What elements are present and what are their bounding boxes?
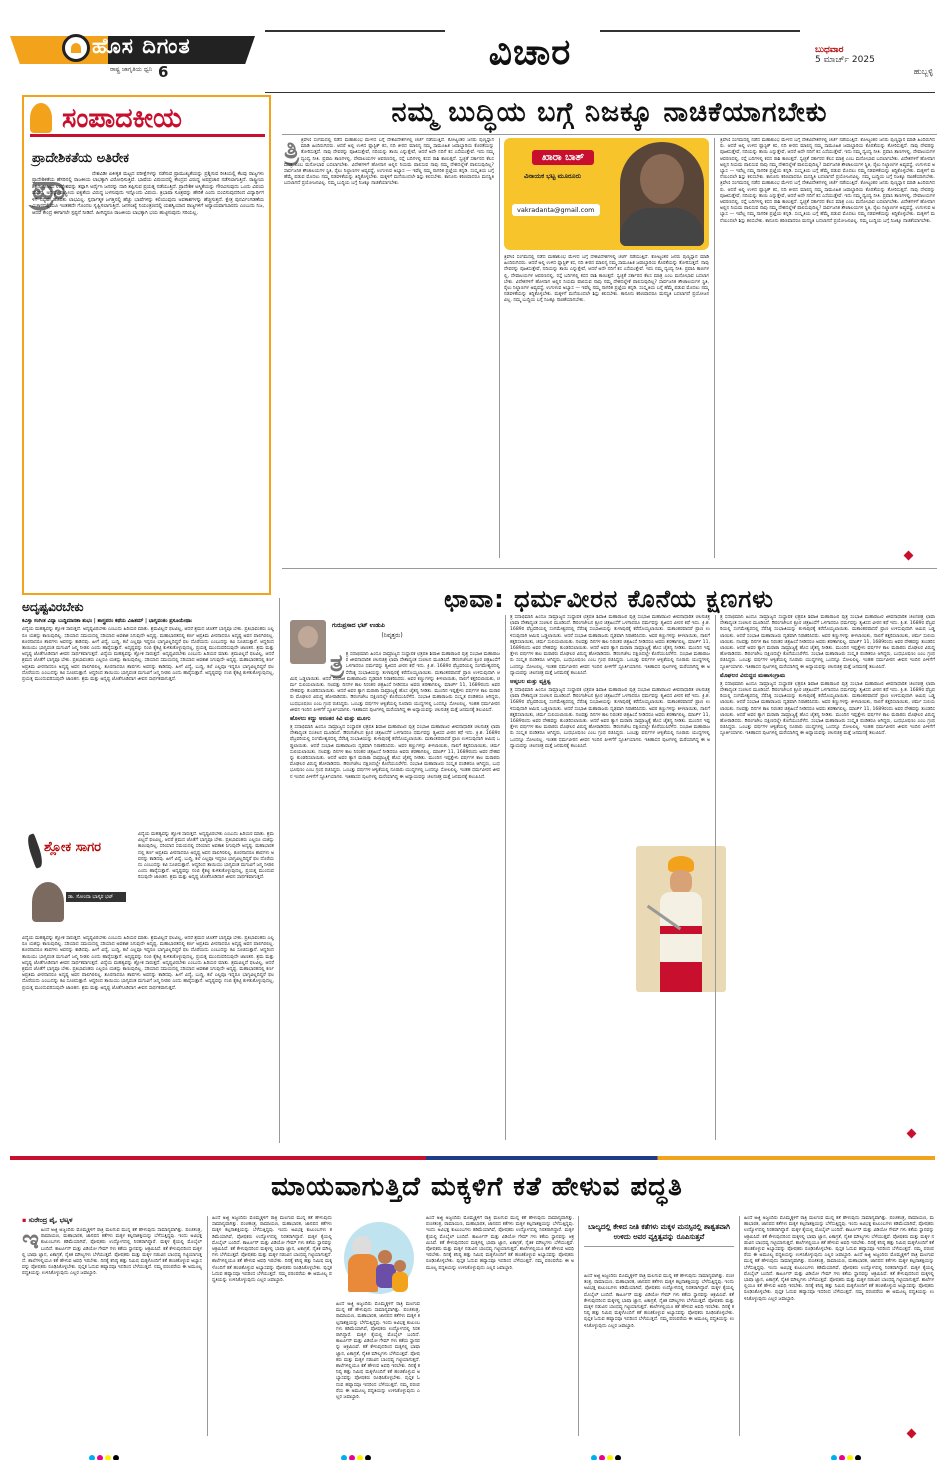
bottom-body-4: ಹಿಂದೆ ಅಜ್ಜಿ ಅಜ್ಜಂದಿರು ಮೊಮ್ಮಕ್ಕಳಿಗೆ ರಾತ್ರಿ ಮಲಗುವ ಮುನ್ನ ಕತೆ ಹೇಳುವುದು ಸಾಮಾನ್ಯವಾಗಿತ್ತು. ಪಂಚತಂತ್ರ, ರಾಮಾಯಣ, ಮಹಾಭಾರತ, ಜಾನಪದ ಕತೆಗಳು ಮಕ್ಕಳ ಕಲ್ಪನಾಶಕ್ತಿಯನ್ನು ಬೆಳೆಸುತ್ತಿದ್ದವು. ಇಂದು ಅವಿಭಕ್ತ ಕುಟುಂಬಗಳು ಕಡಿಮೆಯಾಗಿವೆ, ಪೋಷಕರು ಉದ್ಯೋಗದಲ್ಲಿ ನಿರತರಾಗಿದ್ದಾರೆ. ಮಕ್ಕಳ ಕೈಯಲ್ಲಿ ಮೊಬೈಲ್ ಬಂದಿದೆ. ಕಾರ್ಟೂನ್ ಮತ್ತು ವಿಡಿಯೋ ಗೇಮ್ ಗಳು ಕತೆಯ ಸ್ಥಾನವನ್ನು ಆಕ್ರಮಿಸಿವೆ. ಕತೆ ಕೇಳುವುದರಿಂದ ಮಕ್ಕಳಲ್ಲಿ ಭಾಷಾ ಜ್ಞಾನ, ಏಕಾಗ್ರತೆ, ನೈತಿಕ ಮೌಲ್ಯಗಳು ಬೆಳೆಯುತ್ತವೆ. ಪೋಷಕರು ಮತ್ತು ಮಕ್ಕಳ ನಡುವಿನ ಬಾಂಧವ್ಯ ಗಟ್ಟಿಯಾಗುತ್ತದೆ. ಶಾಲೆಗಳಲ್ಲಿಯೂ ಕತೆ ಹೇಳುವ ಅವಧಿ ಇರಬೇಕು. ದಿನಕ್ಕೆ ಕನಿಷ್ಠ ಹತ್ತು ನಿಮಿಷ ಮಕ್ಕಳೊಂದಿಗೆ ಕತೆ ಹಂಚಿಕೊಳ್ಳುವ ಅಭ್ಯಾಸವನ್ನು ಪೋಷಕರು ರೂಢಿಸಿಕೊಳ್ಳಬೇಕು. ಪುಸ್ತಕ ಓದುವ ಹವ್ಯಾಸವೂ ಇದರಿಂದ ಬೆಳೆಯುತ್ತದೆ. ನಮ್ಮ ಪರಂಪರೆಯ ಈ ಅಮೂಲ್ಯ ಪದ್ಧತಿಯನ್ನು ಉಳಿಸಿಕೊಳ್ಳುವುದು ಎಲ್ಲರ ಜವಾಬ್ದಾರಿ. xyxy=(584,1274,734,1329)
left-body-text-1: ವಿದ್ಯೆಯ ಮಹತ್ವವನ್ನು ಶ್ಲೋಕ ಸಾರುತ್ತದೆ. ಅದೃಷ್ಟವಿರಬೇಕು ಎಂಬುದು ಹಿರಿಯರ ಮಾತು. ಶ್ರಮವಿಲ್ಲದೆ ಫಲವಿಲ್ಲ, ಆದರೆ ಶ್ರಮದ ಜೊತೆಗೆ ಭಾಗ್ಯವೂ ಬೇಕು. ಪ್ರತಿಭಾವಂತರು ಎಲ್ಲರೂ ಯಶಸ್ಸು ಕಾಣುವುದಿಲ್ಲ. ಸರಿಯಾದ ಸಮಯದಲ್ಲಿ ಸರಿಯಾದ ಅವಕಾಶ ಸಿಗುವುದೇ ಅದೃಷ್ಟ. ಮಹಾಭಾರತದಲ್ಲಿ ಕರ್ಣ ಅಪ್ರತಿಮ ವೀರನಾದರೂ ಅದೃಷ್ಟ ಅವನ ಪಾಲಿಗಿರಲಿಲ್ಲ. ಶೂರನಾದರೂ ಶಾಪಗಳು ಅವನನ್ನು ಕಾಡಿದವು. ಹೀಗೆ ವಿದ್ಯೆ, ಬುದ್ಧಿ, ಕಲೆ ಎಲ್ಲವೂ ಇದ್ದರೂ ಭಾಗ್ಯವಿಲ್ಲದಿದ್ದರೆ ಫಲ ದೊರೆಯದು ಎಂಬುದನ್ನು ಕವಿ ಸೂಚಿಸುತ್ತಾನೆ. ಆದ್ದರಿಂದ ತಾಯಿಯು ಭಾಗ್ಯವಂತ ಮಗುವಿಗೆ ಜನ್ಮ ನೀಡಲಿ ಎಂದು ಹಾರೈಸುತ್ತಾನೆ. ಅದೃಷ್ಟವನ್ನು ನಂಬಿ ಕೈಕಟ್ಟಿ ಕುಳಿತುಕೊಳ್ಳುವುದಲ್ಲ, ಪ್ರಯತ್ನ ಮುಂದುವರಿಸುವುದೇ ಜಾಣತನ. ಶ್ರಮ ಮತ್ತು ಅದೃಷ್ಟ ಜೊತೆಗೂಡಿದಾಗ ಜೀವನ ಸಾರ್ಥಕವಾಗುತ್ತದೆ. xyxy=(22,627,274,658)
chhava-body-1: ತ್ರ ಸದಾಭಿಮಾನಿ ಹಿಂದೂ ಸಾಮ್ರಾಜ್ಯದ ಸಂಸ್ಥಾಪಕ ಛತ್ರಪತಿ ಶಿವಾಜಿ ಮಹಾರಾಜರ ಪುತ್ರ ಸಂಭಾಜಿ ಮಹಾರಾಜರ ಜೀವನಾಧಾರಿತ ಚಲನಚಿತ್ರ ಛಾವಾ ದೇಶಾದ್ಯಂತ ಸಂಚಲನ ಮೂಡಿಸಿದೆ. ಔರಂಗಜೇಬನ ಕ್ರೂರ ಚಿತ್ರಹಿಂಸೆಗೆ ಒಳಗಾದರೂ ಧರ್ಮವನ್ನು ತ್ಯಜಿಸದ ವೀರನ ಕಥೆ ಇದು. ಕ್ರಿ.ಶ. 1689ರ ಫೆಬ್ರವರಿಯಲ್ಲಿ ಸಂಗಮೇಶ್ವರದಲ್ಲಿ ಸೆರೆಸಿಕ್ಕ ಸಂಭಾಜಿಯನ್ನು ತುಳಾಪುರಕ್ಕೆ ಕರೆದೊಯ್ಯಲಾಯಿತು. ಮತಾಂತರವಾದರೆ ಪ್ರಾಣ ಉಳಿಸುವುದಾಗಿ ಆಮಿಷ ಒಡ್ಡಲಾಯಿತು. ಆದರೆ ಸಂಭಾಜಿ ಮಹಾರಾಜರು ದೃಢವಾಗಿ ನಿರಾಕರಿಸಿದರು. ಅವರ ಕಣ್ಣುಗಳನ್ನು ಕೀಳಲಾಯಿತು, ನಾಲಿಗೆ ಕತ್ತರಿಸಲಾಯಿತು, ಚರ್ಮ ಸುಲಿಯಲಾಯಿತು. ನಲವತ್ತು ದಿನಗಳ ಕಾಲ ನಿರಂತರ ಚಿತ್ರಹಿಂಸೆ ನೀಡಿದರೂ ಅವರು ಶರಣಾಗಲಿಲ್ಲ. ಮಾರ್ಚ್ 11, 1689ರಂದು ಅವರ ದೇಹವನ್ನು ತುಂಡರಿಸಲಾಯಿತು. ಆದರೆ ಅವರ ತ್ಯಾಗ ಮರಾಠಾ ಸಾಮ್ರಾಜ್ಯಕ್ಕೆ ಹೊಸ ಚೈತನ್ಯ ನೀಡಿತು. ಮುಂದಿನ ಇಪ್ಪತ್ತೇಳು ವರ್ಷಗಳ ಕಾಲ ಮರಾಠರು ಮೊಘಲರ ವಿರುದ್ಧ ಹೋರಾಡಿದರು. ಔರಂಗಜೇಬ ದಕ್ಷಿಣದಲ್ಲೇ ಕೊನೆಯುಸಿರೆಳೆದ. ಸಂಭಾಜಿ ಮಹಾರಾಜರು ಸಂಸ್ಕೃತ ಪಂಡಿತರೂ ಆಗಿದ್ದರು, ಬುಧಭೂಷಣಂ ಎಂಬ ಗ್ರಂಥ ರಚಿಸಿದ್ದರು. ಒಂಬತ್ತು ವರ್ಷಗಳ ಆಳ್ವಿಕೆಯಲ್ಲಿ ನೂರಾರು ಯುದ್ಧಗಳಲ್ಲಿ ಒಂದನ್ನೂ ಸೋಲಲಿಲ್ಲ. ಇಂತಹ ಧರ್ಮವೀರನ ಜೀವನ ಇಂದಿನ ಪೀಳಿಗೆಗೆ ಸ್ಫೂರ್ತಿಯಾಗಲಿ. ಇತಿಹಾಸದ ಪುಟಗಳಲ್ಲಿ ಮರೆಯಾಗಿದ್ದ ಈ ಅಧ್ಯಾಯವನ್ನು ಚಲನಚಿತ್ರ ಮತ್ತೆ ಜನಮನಕ್ಕೆ ತಲುಪಿಸಿದೆ. xyxy=(290,652,500,713)
pullquote: ಬಾಲ್ಯದಲ್ಲಿ ಕೇಳಿದ ನೀತಿ ಕತೆಗಳು ಮಕ್ಕಳ ಮನಸ್ಸಿನಲ್ಲಿ ಶಾಶ್ವತವಾಗಿ ಉಳಿದು ಅವರ ವ್ಯಕ್ತಿತ್ವವನ್ನು ರೂಪಿಸುತ್ತವೆ xyxy=(584,1222,734,1247)
chhava-col3 xyxy=(720,615,935,1135)
column-name: ಖಾರಾ ಬಾತ್ xyxy=(532,150,594,165)
lead-headline: ನಮ್ಮ ಬುದ್ಧಿಯ ಬಗ್ಗೆ ನಿಜಕ್ಕೂ ನಾಚಿಕೆಯಾಗಬೇಕು xyxy=(391,97,828,128)
bottom-body-2b: ಹಿಂದೆ ಅಜ್ಜಿ ಅಜ್ಜಂದಿರು ಮೊಮ್ಮಕ್ಕಳಿಗೆ ರಾತ್ರಿ ಮಲಗುವ ಮುನ್ನ ಕತೆ ಹೇಳುವುದು ಸಾಮಾನ್ಯವಾಗಿತ್ತು. ಪಂಚತಂತ್ರ, ರಾಮಾಯಣ, ಮಹಾಭಾರತ, ಜಾನಪದ ಕತೆಗಳು ಮಕ್ಕಳ ಕಲ್ಪನಾಶಕ್ತಿಯನ್ನು ಬೆಳೆಸುತ್ತಿದ್ದವು. ಇಂದು ಅವಿಭಕ್ತ ಕುಟುಂಬಗಳು ಕಡಿಮೆಯಾಗಿವೆ, ಪೋಷಕರು ಉದ್ಯೋಗದಲ್ಲಿ ನಿರತರಾಗಿದ್ದಾರೆ. ಮಕ್ಕಳ ಕೈಯಲ್ಲಿ ಮೊಬೈಲ್ ಬಂದಿದೆ. ಕಾರ್ಟೂನ್ ಮತ್ತು ವಿಡಿಯೋ ಗೇಮ್ ಗಳು ಕತೆಯ ಸ್ಥಾನವನ್ನು ಆಕ್ರಮಿಸಿವೆ. ಕತೆ ಕೇಳುವುದರಿಂದ ಮಕ್ಕಳಲ್ಲಿ ಭಾಷಾ ಜ್ಞಾನ, ಏಕಾಗ್ರತೆ, ನೈತಿಕ ಮೌಲ್ಯಗಳು ಬೆಳೆಯುತ್ತವೆ. ಪೋಷಕರು ಮತ್ತು ಮಕ್ಕಳ ನಡುವಿನ ಬಾಂಧವ್ಯ ಗಟ್ಟಿಯಾಗುತ್ತದೆ. ಶಾಲೆಗಳಲ್ಲಿಯೂ ಕತೆ ಹೇಳುವ ಅವಧಿ ಇರಬೇಕು. ದಿನಕ್ಕೆ ಕನಿಷ್ಠ ಹತ್ತು ನಿಮಿಷ ಮಕ್ಕಳೊಂದಿಗೆ ಕತೆ ಹಂಚಿಕೊಳ್ಳುವ ಅಭ್ಯಾಸವನ್ನು ಪೋಷಕರು ರೂಢಿಸಿಕೊಳ್ಳಬೇಕು. ಪುಸ್ತಕ ಓದುವ ಹವ್ಯಾಸವೂ ಇದರಿಂದ ಬೆಳೆಯುತ್ತದೆ. ನಮ್ಮ ಪರಂಪರೆಯ ಈ ಅಮೂಲ್ಯ ಪದ್ಧತಿಯನ್ನು ಉಳಿಸಿಕೊಳ್ಳುವುದು ಎಲ್ಲರ ಜವಾಬ್ದಾರಿ. xyxy=(336,1302,420,1401)
bottom-dropcap: ಇ xyxy=(22,1228,39,1255)
left-column xyxy=(22,600,274,1140)
shloka-sagara-box xyxy=(22,830,134,930)
registration-marks-mid xyxy=(340,1446,372,1460)
lead-body-col2 xyxy=(504,255,709,558)
bottom-col1 xyxy=(22,1228,202,1436)
left-body-text-1b: ವಿದ್ಯೆಯ ಮಹತ್ವವನ್ನು ಶ್ಲೋಕ ಸಾರುತ್ತದೆ. ಅದೃಷ್ಟವಿರಬೇಕು ಎಂಬುದು ಹಿರಿಯರ ಮಾತು. ಶ್ರಮವಿಲ್ಲದೆ ಫಲವಿಲ್ಲ, ಆದರೆ ಶ್ರಮದ ಜೊತೆಗೆ ಭಾಗ್ಯವೂ ಬೇಕು. ಪ್ರತಿಭಾವಂತರು ಎಲ್ಲರೂ ಯಶಸ್ಸು ಕಾಣುವುದಿಲ್ಲ. ಸರಿಯಾದ ಸಮಯದಲ್ಲಿ ಸರಿಯಾದ ಅವಕಾಶ ಸಿಗುವುದೇ ಅದೃಷ್ಟ. ಮಹಾಭಾರತದಲ್ಲಿ ಕರ್ಣ ಅಪ್ರತಿಮ ವೀರನಾದರೂ ಅದೃಷ್ಟ ಅವನ ಪಾಲಿಗಿರಲಿಲ್ಲ. ಶೂರನಾದರೂ ಶಾಪಗಳು ಅವನನ್ನು ಕಾಡಿದವು. ಹೀಗೆ ವಿದ್ಯೆ, ಬುದ್ಧಿ, ಕಲೆ ಎಲ್ಲವೂ ಇದ್ದರೂ ಭಾಗ್ಯವಿಲ್ಲದಿದ್ದರೆ ಫಲ ದೊರೆಯದು ಎಂಬುದನ್ನು ಕವಿ ಸೂಚಿಸುತ್ತಾನೆ. ಆದ್ದರಿಂದ ತಾಯಿಯು ಭಾಗ್ಯವಂತ ಮಗುವಿಗೆ ಜನ್ಮ ನೀಡಲಿ ಎಂದು ಹಾರೈಸುತ್ತಾನೆ. ಅದೃಷ್ಟವನ್ನು ನಂಬಿ ಕೈಕಟ್ಟಿ ಕುಳಿತುಕೊಳ್ಳುವುದಲ್ಲ, ಪ್ರಯತ್ನ ಮುಂದುವರಿಸುವುದೇ ಜಾಣತನ. ಶ್ರಮ ಮತ್ತು ಅದೃಷ್ಟ ಜೊತೆಗೂಡಿದಾಗ ಜೀವನ ಸಾರ್ಥಕವಾಗುತ್ತದೆ. xyxy=(22,652,274,683)
logo-text: ಹೊಸ ದಿಗಂತ xyxy=(92,34,191,58)
masthead xyxy=(0,0,945,92)
bottom-headline: ಮಾಯವಾಗುತ್ತಿದೆ ಮಕ್ಕಳಿಗೆ ಕತೆ ಹೇಳುವ ಪದ್ಧತಿ xyxy=(271,1172,683,1202)
columnist-card xyxy=(504,138,709,250)
bottom-col5 xyxy=(744,1216,934,1436)
date-label: 5 ಮಾರ್ಚ್ 2025 xyxy=(815,55,875,65)
chhava-headline: ಛಾವಾ: ಧರ್ಮವೀರನ ಕೊನೆಯ ಕ್ಷಣಗಳು xyxy=(444,585,774,613)
editorial-body: ದೇಶವಿಡೀ ಏಕೀಕೃತ ಮಟ್ಟದ ಪರೀಕ್ಷೆಗಳನ್ನು ನಡೆಸುವ ಪ್ರಾಮುಖ್ಯತೆಯನ್ನು ಪ್ರಶ್ನಿಸುವ ರೀತಿಯಲ್ಲಿ ಕೆಲವು ರಾಜ್ಯಗಳು ಪ್ರಾದೇಶಿಕತೆಯ ಹೆಸರಿನಲ್ಲಿ ರಾಜಕೀಯ ಲಾಭಕ್ಕಾಗಿ ವಿರೋಧಿಸುತ್ತಿವೆ. ಭಾಷೆಯ ವಿಷಯದಲ್ಲಿ ಕೇಂದ್ರದ ವಿರುದ್ಧ ಅಪಪ್ರಚಾರ ನಡೆಸಲಾಗುತ್ತಿದೆ. ರಾಷ್ಟ್ರೀಯ ಶಿಕ್ಷಣ ನೀತಿಯ ಉದ್ದೇಶವನ್ನು ತಪ್ಪಾಗಿ ಅರ್ಥೈಸಿ ಜನರನ್ನು ದಾರಿ ತಪ್ಪಿಸುವ ಪ್ರಯತ್ನ ನಡೆಯುತ್ತಿದೆ. ಪ್ರಾದೇಶಿಕ ಅಸ್ಮಿತೆಯನ್ನು ಗೌರವಿಸುವುದು ಒಂದು ವಿಷಯವಾದರೆ, ಅದನ್ನು ರಾಷ್ಟ್ರೀಯ ಐಕ್ಯತೆಯ ವಿರುದ್ಧ ಬಳಸುವುದು ಇನ್ನೊಂದು ವಿಷಯ. ತ್ರಿಭಾಷಾ ಸೂತ್ರವನ್ನು ಹೇರಿಕೆ ಎಂದು ಬಿಂಬಿಸುವುದರಿಂದ ವಿದ್ಯಾರ್ಥಿಗಳಿಗೆ ನಷ್ಟವೇ ಹೊರತು ಲಾಭವಿಲ್ಲ. ಸ್ಪರ್ಧಾತ್ಮಕ ಜಗತ್ತಿನಲ್ಲಿ ಹೆಚ್ಚು ಭಾಷೆಗಳನ್ನು ಕಲಿಯುವುದು ಅವಕಾಶಗಳನ್ನು ಹೆಚ್ಚಿಸುತ್ತದೆ. ಕ್ಷೇತ್ರ ಪುನರ್ವಿಂಗಡಣೆಯ ವಿಚಾರದಲ್ಲಿಯೂ ಇಂತಹದೇ ಗೊಂದಲ ಸೃಷ್ಟಿಸಲಾಗುತ್ತಿದೆ. ಜನಸಂಖ್ಯೆ ನಿಯಂತ್ರಣದಲ್ಲಿ ಯಶಸ್ವಿಯಾದ ರಾಜ್ಯಗಳಿಗೆ ಅನ್ಯಾಯವಾಗಬಾರದು ಎಂಬುದು ನಿಜ, ಆದರೆ ಕೇಂದ್ರ ಈಗಾಗಲೇ ಸ್ಪಷ್ಟನೆ ನೀಡಿದೆ. ಹೀಗಿದ್ದರೂ ರಾಜಕೀಯ ಲಾಭಕ್ಕಾಗಿ ಭಯ ಹುಟ್ಟಿಸುವುದು ಸರಿಯಲ್ಲ. xyxy=(32,171,264,216)
bottom-byline-marker-icon: ▪ xyxy=(22,1216,29,1224)
chhava-body-2: ತ್ರ ಸದಾಭಿಮಾನಿ ಹಿಂದೂ ಸಾಮ್ರಾಜ್ಯದ ಸಂಸ್ಥಾಪಕ ಛತ್ರಪತಿ ಶಿವಾಜಿ ಮಹಾರಾಜರ ಪುತ್ರ ಸಂಭಾಜಿ ಮಹಾರಾಜರ ಜೀವನಾಧಾರಿತ ಚಲನಚಿತ್ರ ಛಾವಾ ದೇಶಾದ್ಯಂತ ಸಂಚಲನ ಮೂಡಿಸಿದೆ. ಔರಂಗಜೇಬನ ಕ್ರೂರ ಚಿತ್ರಹಿಂಸೆಗೆ ಒಳಗಾದರೂ ಧರ್ಮವನ್ನು ತ್ಯಜಿಸದ ವೀರನ ಕಥೆ ಇದು. ಕ್ರಿ.ಶ. 1689ರ ಫೆಬ್ರವರಿಯಲ್ಲಿ ಸಂಗಮೇಶ್ವರದಲ್ಲಿ ಸೆರೆಸಿಕ್ಕ ಸಂಭಾಜಿಯನ್ನು ತುಳಾಪುರಕ್ಕೆ ಕರೆದೊಯ್ಯಲಾಯಿತು. ಮತಾಂತರವಾದರೆ ಪ್ರಾಣ ಉಳಿಸುವುದಾಗಿ ಆಮಿಷ ಒಡ್ಡಲಾಯಿತು. ಆದರೆ ಸಂಭಾಜಿ ಮಹಾರಾಜರು ದೃಢವಾಗಿ ನಿರಾಕರಿಸಿದರು. ಅವರ ಕಣ್ಣುಗಳನ್ನು ಕೀಳಲಾಯಿತು, ನಾಲಿಗೆ ಕತ್ತರಿಸಲಾಯಿತು, ಚರ್ಮ ಸುಲಿಯಲಾಯಿತು. ನಲವತ್ತು ದಿನಗಳ ಕಾಲ ನಿರಂತರ ಚಿತ್ರಹಿಂಸೆ ನೀಡಿದರೂ ಅವರು ಶರಣಾಗಲಿಲ್ಲ. ಮಾರ್ಚ್ 11, 1689ರಂದು ಅವರ ದೇಹವನ್ನು ತುಂಡರಿಸಲಾಯಿತು. ಆದರೆ ಅವರ ತ್ಯಾಗ ಮರಾಠಾ ಸಾಮ್ರಾಜ್ಯಕ್ಕೆ ಹೊಸ ಚೈತನ್ಯ ನೀಡಿತು. ಮುಂದಿನ ಇಪ್ಪತ್ತೇಳು ವರ್ಷಗಳ ಕಾಲ ಮರಾಠರು ಮೊಘಲರ ವಿರುದ್ಧ ಹೋರಾಡಿದರು. ಔರಂಗಜೇಬ ದಕ್ಷಿಣದಲ್ಲೇ ಕೊನೆಯುಸಿರೆಳೆದ. ಸಂಭಾಜಿ ಮಹಾರಾಜರು ಸಂಸ್ಕೃತ ಪಂಡಿತರೂ ಆಗಿದ್ದರು, ಬುಧಭೂಷಣಂ ಎಂಬ ಗ್ರಂಥ ರಚಿಸಿದ್ದರು. ಒಂಬತ್ತು ವರ್ಷಗಳ ಆಳ್ವಿಕೆಯಲ್ಲಿ ನೂರಾರು ಯುದ್ಧಗಳಲ್ಲಿ ಒಂದನ್ನೂ ಸೋಲಲಿಲ್ಲ. ಇಂತಹ ಧರ್ಮವೀರನ ಜೀವನ ಇಂದಿನ ಪೀಳಿಗೆಗೆ ಸ್ಫೂರ್ತಿಯಾಗಲಿ. ಇತಿಹಾಸದ ಪುಟಗಳಲ್ಲಿ ಮರೆಯಾಗಿದ್ದ ಈ ಅಧ್ಯಾಯವನ್ನು ಚಲನಚಿತ್ರ ಮತ್ತೆ ಜನಮನಕ್ಕೆ ತಲುಪಿಸಿದೆ. xyxy=(510,615,710,676)
section-title: ವಿಚಾರ xyxy=(488,32,572,73)
registration-marks-right xyxy=(830,1446,862,1460)
storytelling-illustration xyxy=(336,1220,416,1298)
bottom-col4 xyxy=(584,1274,734,1436)
sambhaji-illustration xyxy=(636,846,726,992)
chhava-subhead-1: ಹೊಳಲು ಕಣ್ಣು ಆನಂತರ ಕಿವಿ ಮತ್ತು ಮೂಗು xyxy=(290,716,371,723)
city-label: ಹುಬ್ಬಳ್ಳಿ xyxy=(913,67,933,76)
left-shloka: ಕವಿಸ್ತಾ ಸಂಗೀತ ವಿದ್ಯಾ ಬುದ್ಧಿಮಾನತಾ ಶುಭಂ | ಶಾಸ್ತ್ರಪರಂ ಕಥೆಯ ವಿಹಿತಮ್ | ಭಾಗ್ಯವಂತಂ ಪ್ರಸೂಯೇಥಾಃ xyxy=(22,618,192,624)
left-body-bottom xyxy=(22,936,274,1136)
date-block xyxy=(815,45,933,77)
editorial-dropcap: ಪ್ರಾ xyxy=(32,168,68,208)
bottom-body-1: ಹಿಂದೆ ಅಜ್ಜಿ ಅಜ್ಜಂದಿರು ಮೊಮ್ಮಕ್ಕಳಿಗೆ ರಾತ್ರಿ ಮಲಗುವ ಮುನ್ನ ಕತೆ ಹೇಳುವುದು ಸಾಮಾನ್ಯವಾಗಿತ್ತು. ಪಂಚತಂತ್ರ, ರಾಮಾಯಣ, ಮಹಾಭಾರತ, ಜಾನಪದ ಕತೆಗಳು ಮಕ್ಕಳ ಕಲ್ಪನಾಶಕ್ತಿಯನ್ನು ಬೆಳೆಸುತ್ತಿದ್ದವು. ಇಂದು ಅವಿಭಕ್ತ ಕುಟುಂಬಗಳು ಕಡಿಮೆಯಾಗಿವೆ, ಪೋಷಕರು ಉದ್ಯೋಗದಲ್ಲಿ ನಿರತರಾಗಿದ್ದಾರೆ. ಮಕ್ಕಳ ಕೈಯಲ್ಲಿ ಮೊಬೈಲ್ ಬಂದಿದೆ. ಕಾರ್ಟೂನ್ ಮತ್ತು ವಿಡಿಯೋ ಗೇಮ್ ಗಳು ಕತೆಯ ಸ್ಥಾನವನ್ನು ಆಕ್ರಮಿಸಿವೆ. ಕತೆ ಕೇಳುವುದರಿಂದ ಮಕ್ಕಳಲ್ಲಿ ಭಾಷಾ ಜ್ಞಾನ, ಏಕಾಗ್ರತೆ, ನೈತಿಕ ಮೌಲ್ಯಗಳು ಬೆಳೆಯುತ್ತವೆ. ಪೋಷಕರು ಮತ್ತು ಮಕ್ಕಳ ನಡುವಿನ ಬಾಂಧವ್ಯ ಗಟ್ಟಿಯಾಗುತ್ತದೆ. ಶಾಲೆಗಳಲ್ಲಿಯೂ ಕತೆ ಹೇಳುವ ಅವಧಿ ಇರಬೇಕು. ದಿನಕ್ಕೆ ಕನಿಷ್ಠ ಹತ್ತು ನಿಮಿಷ ಮಕ್ಕಳೊಂದಿಗೆ ಕತೆ ಹಂಚಿಕೊಳ್ಳುವ ಅಭ್ಯಾಸವನ್ನು ಪೋಷಕರು ರೂಢಿಸಿಕೊಳ್ಳಬೇಕು. ಪುಸ್ತಕ ಓದುವ ಹವ್ಯಾಸವೂ ಇದರಿಂದ ಬೆಳೆಯುತ್ತದೆ. ನಮ್ಮ ಪರಂಪರೆಯ ಈ ಅಮೂಲ್ಯ ಪದ್ಧತಿಯನ್ನು ಉಳಿಸಿಕೊಳ್ಳುವುದು ಎಲ್ಲರ ಜವಾಬ್ದಾರಿ. xyxy=(22,1228,202,1277)
chhava-byline xyxy=(332,622,452,640)
registration-marks-left xyxy=(88,1446,120,1460)
columnist-photo xyxy=(620,142,704,246)
columnist-email: vakradanta@gmail.com xyxy=(512,204,600,216)
chhava-body-1b: ತ್ರ ಸದಾಭಿಮಾನಿ ಹಿಂದೂ ಸಾಮ್ರಾಜ್ಯದ ಸಂಸ್ಥಾಪಕ ಛತ್ರಪತಿ ಶಿವಾಜಿ ಮಹಾರಾಜರ ಪುತ್ರ ಸಂಭಾಜಿ ಮಹಾರಾಜರ ಜೀವನಾಧಾರಿತ ಚಲನಚಿತ್ರ ಛಾವಾ ದೇಶಾದ್ಯಂತ ಸಂಚಲನ ಮೂಡಿಸಿದೆ. ಔರಂಗಜೇಬನ ಕ್ರೂರ ಚಿತ್ರಹಿಂಸೆಗೆ ಒಳಗಾದರೂ ಧರ್ಮವನ್ನು ತ್ಯಜಿಸದ ವೀರನ ಕಥೆ ಇದು. ಕ್ರಿ.ಶ. 1689ರ ಫೆಬ್ರವರಿಯಲ್ಲಿ ಸಂಗಮೇಶ್ವರದಲ್ಲಿ ಸೆರೆಸಿಕ್ಕ ಸಂಭಾಜಿಯನ್ನು ತುಳಾಪುರಕ್ಕೆ ಕರೆದೊಯ್ಯಲಾಯಿತು. ಮತಾಂತರವಾದರೆ ಪ್ರಾಣ ಉಳಿಸುವುದಾಗಿ ಆಮಿಷ ಒಡ್ಡಲಾಯಿತು. ಆದರೆ ಸಂಭಾಜಿ ಮಹಾರಾಜರು ದೃಢವಾಗಿ ನಿರಾಕರಿಸಿದರು. ಅವರ ಕಣ್ಣುಗಳನ್ನು ಕೀಳಲಾಯಿತು, ನಾಲಿಗೆ ಕತ್ತರಿಸಲಾಯಿತು, ಚರ್ಮ ಸುಲಿಯಲಾಯಿತು. ನಲವತ್ತು ದಿನಗಳ ಕಾಲ ನಿರಂತರ ಚಿತ್ರಹಿಂಸೆ ನೀಡಿದರೂ ಅವರು ಶರಣಾಗಲಿಲ್ಲ. ಮಾರ್ಚ್ 11, 1689ರಂದು ಅವರ ದೇಹವನ್ನು ತುಂಡರಿಸಲಾಯಿತು. ಆದರೆ ಅವರ ತ್ಯಾಗ ಮರಾಠಾ ಸಾಮ್ರಾಜ್ಯಕ್ಕೆ ಹೊಸ ಚೈತನ್ಯ ನೀಡಿತು. ಮುಂದಿನ ಇಪ್ಪತ್ತೇಳು ವರ್ಷಗಳ ಕಾಲ ಮರಾಠರು ಮೊಘಲರ ವಿರುದ್ಧ ಹೋರಾಡಿದರು. ಔರಂಗಜೇಬ ದಕ್ಷಿಣದಲ್ಲೇ ಕೊನೆಯುಸಿರೆಳೆದ. ಸಂಭಾಜಿ ಮಹಾರಾಜರು ಸಂಸ್ಕೃತ ಪಂಡಿತರೂ ಆಗಿದ್ದರು, ಬುಧಭೂಷಣಂ ಎಂಬ ಗ್ರಂಥ ರಚಿಸಿದ್ದರು. ಒಂಬತ್ತು ವರ್ಷಗಳ ಆಳ್ವಿಕೆಯಲ್ಲಿ ನೂರಾರು ಯುದ್ಧಗಳಲ್ಲಿ ಒಂದನ್ನೂ ಸೋಲಲಿಲ್ಲ. ಇಂತಹ ಧರ್ಮವೀರನ ಜೀವನ ಇಂದಿನ ಪೀಳಿಗೆಗೆ ಸ್ಫೂರ್ತಿಯಾಗಲಿ. ಇತಿಹಾಸದ ಪುಟಗಳಲ್ಲಿ ಮರೆಯಾಗಿದ್ದ ಈ ಅಧ್ಯಾಯವನ್ನು ಚಲನಚಿತ್ರ ಮತ್ತೆ ಜನಮನಕ್ಕೆ ತಲುಪಿಸಿದೆ. xyxy=(290,725,500,780)
section-divider xyxy=(10,1156,935,1160)
left-body-text-3: ವಿದ್ಯೆಯ ಮಹತ್ವವನ್ನು ಶ್ಲೋಕ ಸಾರುತ್ತದೆ. ಅದೃಷ್ಟವಿರಬೇಕು ಎಂಬುದು ಹಿರಿಯರ ಮಾತು. ಶ್ರಮವಿಲ್ಲದೆ ಫಲವಿಲ್ಲ, ಆದರೆ ಶ್ರಮದ ಜೊತೆಗೆ ಭಾಗ್ಯವೂ ಬೇಕು. ಪ್ರತಿಭಾವಂತರು ಎಲ್ಲರೂ ಯಶಸ್ಸು ಕಾಣುವುದಿಲ್ಲ. ಸರಿಯಾದ ಸಮಯದಲ್ಲಿ ಸರಿಯಾದ ಅವಕಾಶ ಸಿಗುವುದೇ ಅದೃಷ್ಟ. ಮಹಾಭಾರತದಲ್ಲಿ ಕರ್ಣ ಅಪ್ರತಿಮ ವೀರನಾದರೂ ಅದೃಷ್ಟ ಅವನ ಪಾಲಿಗಿರಲಿಲ್ಲ. ಶೂರನಾದರೂ ಶಾಪಗಳು ಅವನನ್ನು ಕಾಡಿದವು. ಹೀಗೆ ವಿದ್ಯೆ, ಬುದ್ಧಿ, ಕಲೆ ಎಲ್ಲವೂ ಇದ್ದರೂ ಭಾಗ್ಯವಿಲ್ಲದಿದ್ದರೆ ಫಲ ದೊರೆಯದು ಎಂಬುದನ್ನು ಕವಿ ಸೂಚಿಸುತ್ತಾನೆ. ಆದ್ದರಿಂದ ತಾಯಿಯು ಭಾಗ್ಯವಂತ ಮಗುವಿಗೆ ಜನ್ಮ ನೀಡಲಿ ಎಂದು ಹಾರೈಸುತ್ತಾನೆ. ಅದೃಷ್ಟವನ್ನು ನಂಬಿ ಕೈಕಟ್ಟಿ ಕುಳಿತುಕೊಳ್ಳುವುದಲ್ಲ, ಪ್ರಯತ್ನ ಮುಂದುವರಿಸುವುದೇ ಜಾಣತನ. ಶ್ರಮ ಮತ್ತು ಅದೃಷ್ಟ ಜೊತೆಗೂಡಿದಾಗ ಜೀವನ ಸಾರ್ಥಕವಾಗುತ್ತದೆ. xyxy=(22,936,274,966)
bottom-body-3: ಹಿಂದೆ ಅಜ್ಜಿ ಅಜ್ಜಂದಿರು ಮೊಮ್ಮಕ್ಕಳಿಗೆ ರಾತ್ರಿ ಮಲಗುವ ಮುನ್ನ ಕತೆ ಹೇಳುವುದು ಸಾಮಾನ್ಯವಾಗಿತ್ತು. ಪಂಚತಂತ್ರ, ರಾಮಾಯಣ, ಮಹಾಭಾರತ, ಜಾನಪದ ಕತೆಗಳು ಮಕ್ಕಳ ಕಲ್ಪನಾಶಕ್ತಿಯನ್ನು ಬೆಳೆಸುತ್ತಿದ್ದವು. ಇಂದು ಅವಿಭಕ್ತ ಕುಟುಂಬಗಳು ಕಡಿಮೆಯಾಗಿವೆ, ಪೋಷಕರು ಉದ್ಯೋಗದಲ್ಲಿ ನಿರತರಾಗಿದ್ದಾರೆ. ಮಕ್ಕಳ ಕೈಯಲ್ಲಿ ಮೊಬೈಲ್ ಬಂದಿದೆ. ಕಾರ್ಟೂನ್ ಮತ್ತು ವಿಡಿಯೋ ಗೇಮ್ ಗಳು ಕತೆಯ ಸ್ಥಾನವನ್ನು ಆಕ್ರಮಿಸಿವೆ. ಕತೆ ಕೇಳುವುದರಿಂದ ಮಕ್ಕಳಲ್ಲಿ ಭಾಷಾ ಜ್ಞಾನ, ಏಕಾಗ್ರತೆ, ನೈತಿಕ ಮೌಲ್ಯಗಳು ಬೆಳೆಯುತ್ತವೆ. ಪೋಷಕರು ಮತ್ತು ಮಕ್ಕಳ ನಡುವಿನ ಬಾಂಧವ್ಯ ಗಟ್ಟಿಯಾಗುತ್ತದೆ. ಶಾಲೆಗಳಲ್ಲಿಯೂ ಕತೆ ಹೇಳುವ ಅವಧಿ ಇರಬೇಕು. ದಿನಕ್ಕೆ ಕನಿಷ್ಠ ಹತ್ತು ನಿಮಿಷ ಮಕ್ಕಳೊಂದಿಗೆ ಕತೆ ಹಂಚಿಕೊಳ್ಳುವ ಅಭ್ಯಾಸವನ್ನು ಪೋಷಕರು ರೂಢಿಸಿಕೊಳ್ಳಬೇಕು. ಪುಸ್ತಕ ಓದುವ ಹವ್ಯಾಸವೂ ಇದರಿಂದ ಬೆಳೆಯುತ್ತದೆ. ನಮ್ಮ ಪರಂಪರೆಯ ಈ ಅಮೂಲ್ಯ ಪದ್ಧತಿಯನ್ನು ಉಳಿಸಿಕೊಳ್ಳುವುದು ಎಲ್ಲರ ಜವಾಬ್ದಾರಿ. xyxy=(426,1216,574,1271)
shloka-box-title: ಶ್ಲೋಕ ಸಾಗರ xyxy=(44,840,102,855)
left-body-text-2: ವಿದ್ಯೆಯ ಮಹತ್ವವನ್ನು ಶ್ಲೋಕ ಸಾರುತ್ತದೆ. ಅದೃಷ್ಟವಿರಬೇಕು ಎಂಬುದು ಹಿರಿಯರ ಮಾತು. ಶ್ರಮವಿಲ್ಲದೆ ಫಲವಿಲ್ಲ, ಆದರೆ ಶ್ರಮದ ಜೊತೆಗೆ ಭಾಗ್ಯವೂ ಬೇಕು. ಪ್ರತಿಭಾವಂತರು ಎಲ್ಲರೂ ಯಶಸ್ಸು ಕಾಣುವುದಿಲ್ಲ. ಸರಿಯಾದ ಸಮಯದಲ್ಲಿ ಸರಿಯಾದ ಅವಕಾಶ ಸಿಗುವುದೇ ಅದೃಷ್ಟ. ಮಹಾಭಾರತದಲ್ಲಿ ಕರ್ಣ ಅಪ್ರತಿಮ ವೀರನಾದರೂ ಅದೃಷ್ಟ ಅವನ ಪಾಲಿಗಿರಲಿಲ್ಲ. ಶೂರನಾದರೂ ಶಾಪಗಳು ಅವನನ್ನು ಕಾಡಿದವು. ಹೀಗೆ ವಿದ್ಯೆ, ಬುದ್ಧಿ, ಕಲೆ ಎಲ್ಲವೂ ಇದ್ದರೂ ಭಾಗ್ಯವಿಲ್ಲದಿದ್ದರೆ ಫಲ ದೊರೆಯದು ಎಂಬುದನ್ನು ಕವಿ ಸೂಚಿಸುತ್ತಾನೆ. ಆದ್ದರಿಂದ ತಾಯಿಯು ಭಾಗ್ಯವಂತ ಮಗುವಿಗೆ ಜನ್ಮ ನೀಡಲಿ ಎಂದು ಹಾರೈಸುತ್ತಾನೆ. ಅದೃಷ್ಟವನ್ನು ನಂಬಿ ಕೈಕಟ್ಟಿ ಕುಳಿತುಕೊಳ್ಳುವುದಲ್ಲ, ಪ್ರಯತ್ನ ಮುಂದುವರಿಸುವುದೇ ಜಾಣತನ. ಶ್ರಮ ಮತ್ತು ಅದೃಷ್ಟ ಜೊತೆಗೂಡಿದಾಗ ಜೀವನ ಸಾರ್ಥಕವಾಗುತ್ತದೆ. xyxy=(138,832,274,881)
lead-body-text-2: ತ್ರಿವೇಣಿ ಸಂಗಮದಲ್ಲಿ ನಡೆದ ಮಹಾಕುಂಭ ಮೇಳದ ಬಗ್ಗೆ ದೇಶವಿದೇಶಗಳಲ್ಲಿ ಚರ್ಚೆ ನಡೆಯುತ್ತಿದೆ. ಕೋಟ್ಯಂತರ ಜನರು ಪುಣ್ಯಸ್ನಾನ ಮಾಡಿ ಹಿಂದಿರುಗಿದರು. ಆದರೆ ಅಲ್ಲಿ ಉಳಿದ ಪ್ಲಾಸ್ಟಿಕ್ ಕಸ, ನದಿ ತೀರದ ಮಾಲಿನ್ಯ ನಮ್ಮ ಸಾಮೂಹಿಕ ಜವಾಬ್ದಾರಿಯ ಕೊರತೆಯನ್ನು ತೋರಿಸುತ್ತದೆ. ನಾವು ದೇವರನ್ನು ಪೂಜಿಸುತ್ತೇವೆ, ನದಿಯನ್ನು ತಾಯಿ ಎನ್ನುತ್ತೇವೆ, ಆದರೆ ಅದೇ ನದಿಗೆ ಕಸ ಎಸೆಯುತ್ತೇವೆ. ಇದು ನಮ್ಮ ದ್ವಂದ್ವ ನೀತಿ. ಪ್ರವಾಸಿ ತಾಣಗಳಲ್ಲಿ, ದೇವಾಲಯಗಳ ಆವರಣದಲ್ಲಿ, ರಸ್ತೆ ಬದಿಗಳಲ್ಲಿ ಕಸದ ರಾಶಿ ಕಾಣುತ್ತದೆ. ಸ್ವಚ್ಛತೆ ಸರ್ಕಾರದ ಕೆಲಸ ಮಾತ್ರ ಎಂಬ ಮನೋಭಾವ ಬದಲಾಗಬೇಕು. ವಿದೇಶಗಳಿಗೆ ಹೋದಾಗ ಅಲ್ಲಿನ ನಿಯಮ ಪಾಲಿಸುವ ನಾವು ನಮ್ಮ ದೇಶದಲ್ಲೇಕೆ ಪಾಲಿಸುವುದಿಲ್ಲ? ಸಾರ್ವಜನಿಕ ಶೌಚಾಲಯಗಳ ಸ್ಥಿತಿ, ರೈಲು ನಿಲ್ದಾಣಗಳ ಅವ್ಯವಸ್ಥೆ, ಉಗುಳುವ ಅಭ್ಯಾಸ — ಇವೆಲ್ಲ ನಮ್ಮ ನಾಗರಿಕ ಪ್ರಜ್ಞೆಯ ಕನ್ನಡಿ. ಸಂಸ್ಕೃತಿಯ ಬಗ್ಗೆ ಹೆಮ್ಮೆ ಪಡುವ ಮೊದಲು ನಮ್ಮ ನಡವಳಿಕೆಯನ್ನು ತಿದ್ದಿಕೊಳ್ಳಬೇಕು. ಮಕ್ಕಳಿಗೆ ಮನೆಯಿಂದಲೇ ಶಿಸ್ತು ಕಲಿಸಬೇಕು. ಕಾನೂನು ಕಠಿಣವಾದರೂ ಮನಸ್ಥಿತಿ ಬದಲಾಗದೆ ಪ್ರಯೋಜನವಿಲ್ಲ. ನಮ್ಮ ಬುದ್ಧಿಯ ಬಗ್ಗೆ ನಿಜಕ್ಕೂ ನಾಚಿಕೆಯಾಗಬೇಕು. xyxy=(504,255,709,304)
editorial-banner xyxy=(30,101,265,137)
left-body-side xyxy=(138,832,274,930)
lead-body-col3 xyxy=(720,138,935,558)
left-body-text-3b: ವಿದ್ಯೆಯ ಮಹತ್ವವನ್ನು ಶ್ಲೋಕ ಸಾರುತ್ತದೆ. ಅದೃಷ್ಟವಿರಬೇಕು ಎಂಬುದು ಹಿರಿಯರ ಮಾತು. ಶ್ರಮವಿಲ್ಲದೆ ಫಲವಿಲ್ಲ, ಆದರೆ ಶ್ರಮದ ಜೊತೆಗೆ ಭಾಗ್ಯವೂ ಬೇಕು. ಪ್ರತಿಭಾವಂತರು ಎಲ್ಲರೂ ಯಶಸ್ಸು ಕಾಣುವುದಿಲ್ಲ. ಸರಿಯಾದ ಸಮಯದಲ್ಲಿ ಸರಿಯಾದ ಅವಕಾಶ ಸಿಗುವುದೇ ಅದೃಷ್ಟ. ಮಹಾಭಾರತದಲ್ಲಿ ಕರ್ಣ ಅಪ್ರತಿಮ ವೀರನಾದರೂ ಅದೃಷ್ಟ ಅವನ ಪಾಲಿಗಿರಲಿಲ್ಲ. ಶೂರನಾದರೂ ಶಾಪಗಳು ಅವನನ್ನು ಕಾಡಿದವು. ಹೀಗೆ ವಿದ್ಯೆ, ಬುದ್ಧಿ, ಕಲೆ ಎಲ್ಲವೂ ಇದ್ದರೂ ಭಾಗ್ಯವಿಲ್ಲದಿದ್ದರೆ ಫಲ ದೊರೆಯದು ಎಂಬುದನ್ನು ಕವಿ ಸೂಚಿಸುತ್ತಾನೆ. ಆದ್ದರಿಂದ ತಾಯಿಯು ಭಾಗ್ಯವಂತ ಮಗುವಿಗೆ ಜನ್ಮ ನೀಡಲಿ ಎಂದು ಹಾರೈಸುತ್ತಾನೆ. ಅದೃಷ್ಟವನ್ನು ನಂಬಿ ಕೈಕಟ್ಟಿ ಕುಳಿತುಕೊಳ್ಳುವುದಲ್ಲ, ಪ್ರಯತ್ನ ಮುಂದುವರಿಸುವುದೇ ಜಾಣತನ. ಶ್ರಮ ಮತ್ತು ಅದೃಷ್ಟ ಜೊತೆಗೂಡಿದಾಗ ಜೀವನ ಸಾರ್ಥಕವಾಗುತ್ತದೆ. xyxy=(22,960,274,991)
chhava-col1 xyxy=(290,652,500,1134)
left-headline: ಅದೃಷ್ಟವಿರಬೇಕು xyxy=(22,600,84,614)
chhava-subhead-2: ಆತ್ಮಬಲ ಮತ್ತು ವ್ಯಕ್ತಿತ್ವ xyxy=(510,679,551,686)
logo-block xyxy=(10,30,255,80)
logo-emblem-icon xyxy=(62,34,90,62)
bottom-body-5b: ಹಿಂದೆ ಅಜ್ಜಿ ಅಜ್ಜಂದಿರು ಮೊಮ್ಮಕ್ಕಳಿಗೆ ರಾತ್ರಿ ಮಲಗುವ ಮುನ್ನ ಕತೆ ಹೇಳುವುದು ಸಾಮಾನ್ಯವಾಗಿತ್ತು. ಪಂಚತಂತ್ರ, ರಾಮಾಯಣ, ಮಹಾಭಾರತ, ಜಾನಪದ ಕತೆಗಳು ಮಕ್ಕಳ ಕಲ್ಪನಾಶಕ್ತಿಯನ್ನು ಬೆಳೆಸುತ್ತಿದ್ದವು. ಇಂದು ಅವಿಭಕ್ತ ಕುಟುಂಬಗಳು ಕಡಿಮೆಯಾಗಿವೆ, ಪೋಷಕರು ಉದ್ಯೋಗದಲ್ಲಿ ನಿರತರಾಗಿದ್ದಾರೆ. ಮಕ್ಕಳ ಕೈಯಲ್ಲಿ ಮೊಬೈಲ್ ಬಂದಿದೆ. ಕಾರ್ಟೂನ್ ಮತ್ತು ವಿಡಿಯೋ ಗೇಮ್ ಗಳು ಕತೆಯ ಸ್ಥಾನವನ್ನು ಆಕ್ರಮಿಸಿವೆ. ಕತೆ ಕೇಳುವುದರಿಂದ ಮಕ್ಕಳಲ್ಲಿ ಭಾಷಾ ಜ್ಞಾನ, ಏಕಾಗ್ರತೆ, ನೈತಿಕ ಮೌಲ್ಯಗಳು ಬೆಳೆಯುತ್ತವೆ. ಪೋಷಕರು ಮತ್ತು ಮಕ್ಕಳ ನಡುವಿನ ಬಾಂಧವ್ಯ ಗಟ್ಟಿಯಾಗುತ್ತದೆ. ಶಾಲೆಗಳಲ್ಲಿಯೂ ಕತೆ ಹೇಳುವ ಅವಧಿ ಇರಬೇಕು. ದಿನಕ್ಕೆ ಕನಿಷ್ಠ ಹತ್ತು ನಿಮಿಷ ಮಕ್ಕಳೊಂದಿಗೆ ಕತೆ ಹಂಚಿಕೊಳ್ಳುವ ಅಭ್ಯಾಸವನ್ನು ಪೋಷಕರು ರೂಢಿಸಿಕೊಳ್ಳಬೇಕು. ಪುಸ್ತಕ ಓದುವ ಹವ್ಯಾಸವೂ ಇದರಿಂದ ಬೆಳೆಯುತ್ತದೆ. ನಮ್ಮ ಪರಂಪರೆಯ ಈ ಅಮೂಲ್ಯ ಪದ್ಧತಿಯನ್ನು ಉಳಿಸಿಕೊಳ್ಳುವುದು ಎಲ್ಲರ ಜವಾಬ್ದಾರಿ. xyxy=(744,1253,934,1302)
editorial-headline: ಪ್ರಾದೇಶಿಕತೆಯ ಅತಿರೇಕ xyxy=(32,151,130,166)
bottom-col2b xyxy=(336,1302,420,1436)
shloka-author-name: ಡಾ. ಸೋಂದಾ ಭಾಸ್ಕರ ಭಟ್ xyxy=(66,892,126,902)
logo-tagline: ರಾಷ್ಟ್ರ ಜಾಗೃತಿಯ ಧ್ವನಿ xyxy=(110,66,153,73)
editorial-banner-label: ಸಂಪಾದಕೀಯ xyxy=(62,103,182,134)
bottom-body-2: ಹಿಂದೆ ಅಜ್ಜಿ ಅಜ್ಜಂದಿರು ಮೊಮ್ಮಕ್ಕಳಿಗೆ ರಾತ್ರಿ ಮಲಗುವ ಮುನ್ನ ಕತೆ ಹೇಳುವುದು ಸಾಮಾನ್ಯವಾಗಿತ್ತು. ಪಂಚತಂತ್ರ, ರಾಮಾಯಣ, ಮಹಾಭಾರತ, ಜಾನಪದ ಕತೆಗಳು ಮಕ್ಕಳ ಕಲ್ಪನಾಶಕ್ತಿಯನ್ನು ಬೆಳೆಸುತ್ತಿದ್ದವು. ಇಂದು ಅವಿಭಕ್ತ ಕುಟುಂಬಗಳು ಕಡಿಮೆಯಾಗಿವೆ, ಪೋಷಕರು ಉದ್ಯೋಗದಲ್ಲಿ ನಿರತರಾಗಿದ್ದಾರೆ. ಮಕ್ಕಳ ಕೈಯಲ್ಲಿ ಮೊಬೈಲ್ ಬಂದಿದೆ. ಕಾರ್ಟೂನ್ ಮತ್ತು ವಿಡಿಯೋ ಗೇಮ್ ಗಳು ಕತೆಯ ಸ್ಥಾನವನ್ನು ಆಕ್ರಮಿಸಿವೆ. ಕತೆ ಕೇಳುವುದರಿಂದ ಮಕ್ಕಳಲ್ಲಿ ಭಾಷಾ ಜ್ಞಾನ, ಏಕಾಗ್ರತೆ, ನೈತಿಕ ಮೌಲ್ಯಗಳು ಬೆಳೆಯುತ್ತವೆ. ಪೋಷಕರು ಮತ್ತು ಮಕ್ಕಳ ನಡುವಿನ ಬಾಂಧವ್ಯ ಗಟ್ಟಿಯಾಗುತ್ತದೆ. ಶಾಲೆಗಳಲ್ಲಿಯೂ ಕತೆ ಹೇಳುವ ಅವಧಿ ಇರಬೇಕು. ದಿನಕ್ಕೆ ಕನಿಷ್ಠ ಹತ್ತು ನಿಮಿಷ ಮಕ್ಕಳೊಂದಿಗೆ ಕತೆ ಹಂಚಿಕೊಳ್ಳುವ ಅಭ್ಯಾಸವನ್ನು ಪೋಷಕರು ರೂಢಿಸಿಕೊಳ್ಳಬೇಕು. ಪುಸ್ತಕ ಓದುವ ಹವ್ಯಾಸವೂ ಇದರಿಂದ ಬೆಳೆಯುತ್ತದೆ. ನಮ್ಮ ಪರಂಪರೆಯ ಈ ಅಮೂಲ್ಯ ಪದ್ಧತಿಯನ್ನು ಉಳಿಸಿಕೊಳ್ಳುವುದು ಎಲ್ಲರ ಜವಾಬ್ದಾರಿ. xyxy=(212,1216,332,1284)
quill-icon xyxy=(24,833,45,868)
lead-body-text-3: ತ್ರಿವೇಣಿ ಸಂಗಮದಲ್ಲಿ ನಡೆದ ಮಹಾಕುಂಭ ಮೇಳದ ಬಗ್ಗೆ ದೇಶವಿದೇಶಗಳಲ್ಲಿ ಚರ್ಚೆ ನಡೆಯುತ್ತಿದೆ. ಕೋಟ್ಯಂತರ ಜನರು ಪುಣ್ಯಸ್ನಾನ ಮಾಡಿ ಹಿಂದಿರುಗಿದರು. ಆದರೆ ಅಲ್ಲಿ ಉಳಿದ ಪ್ಲಾಸ್ಟಿಕ್ ಕಸ, ನದಿ ತೀರದ ಮಾಲಿನ್ಯ ನಮ್ಮ ಸಾಮೂಹಿಕ ಜವಾಬ್ದಾರಿಯ ಕೊರತೆಯನ್ನು ತೋರಿಸುತ್ತದೆ. ನಾವು ದೇವರನ್ನು ಪೂಜಿಸುತ್ತೇವೆ, ನದಿಯನ್ನು ತಾಯಿ ಎನ್ನುತ್ತೇವೆ, ಆದರೆ ಅದೇ ನದಿಗೆ ಕಸ ಎಸೆಯುತ್ತೇವೆ. ಇದು ನಮ್ಮ ದ್ವಂದ್ವ ನೀತಿ. ಪ್ರವಾಸಿ ತಾಣಗಳಲ್ಲಿ, ದೇವಾಲಯಗಳ ಆವರಣದಲ್ಲಿ, ರಸ್ತೆ ಬದಿಗಳಲ್ಲಿ ಕಸದ ರಾಶಿ ಕಾಣುತ್ತದೆ. ಸ್ವಚ್ಛತೆ ಸರ್ಕಾರದ ಕೆಲಸ ಮಾತ್ರ ಎಂಬ ಮನೋಭಾವ ಬದಲಾಗಬೇಕು. ವಿದೇಶಗಳಿಗೆ ಹೋದಾಗ ಅಲ್ಲಿನ ನಿಯಮ ಪಾಲಿಸುವ ನಾವು ನಮ್ಮ ದೇಶದಲ್ಲೇಕೆ ಪಾಲಿಸುವುದಿಲ್ಲ? ಸಾರ್ವಜನಿಕ ಶೌಚಾಲಯಗಳ ಸ್ಥಿತಿ, ರೈಲು ನಿಲ್ದಾಣಗಳ ಅವ್ಯವಸ್ಥೆ, ಉಗುಳುವ ಅಭ್ಯಾಸ — ಇವೆಲ್ಲ ನಮ್ಮ ನಾಗರಿಕ ಪ್ರಜ್ಞೆಯ ಕನ್ನಡಿ. ಸಂಸ್ಕೃತಿಯ ಬಗ್ಗೆ ಹೆಮ್ಮೆ ಪಡುವ ಮೊದಲು ನಮ್ಮ ನಡವಳಿಕೆಯನ್ನು ತಿದ್ದಿಕೊಳ್ಳಬೇಕು. ಮಕ್ಕಳಿಗೆ ಮನೆಯಿಂದಲೇ ಶಿಸ್ತು ಕಲಿಸಬೇಕು. ಕಾನೂನು ಕಠಿಣವಾದರೂ ಮನಸ್ಥಿತಿ ಬದಲಾಗದೆ ಪ್ರಯೋಜನವಿಲ್ಲ. ನಮ್ಮ ಬುದ್ಧಿಯ ಬಗ್ಗೆ ನಿಜಕ್ಕೂ ನಾಚಿಕೆಯಾಗಬೇಕು. xyxy=(720,138,935,181)
lead-body-text-3b: ತ್ರಿವೇಣಿ ಸಂಗಮದಲ್ಲಿ ನಡೆದ ಮಹಾಕುಂಭ ಮೇಳದ ಬಗ್ಗೆ ದೇಶವಿದೇಶಗಳಲ್ಲಿ ಚರ್ಚೆ ನಡೆಯುತ್ತಿದೆ. ಕೋಟ್ಯಂತರ ಜನರು ಪುಣ್ಯಸ್ನಾನ ಮಾಡಿ ಹಿಂದಿರುಗಿದರು. ಆದರೆ ಅಲ್ಲಿ ಉಳಿದ ಪ್ಲಾಸ್ಟಿಕ್ ಕಸ, ನದಿ ತೀರದ ಮಾಲಿನ್ಯ ನಮ್ಮ ಸಾಮೂಹಿಕ ಜವಾಬ್ದಾರಿಯ ಕೊರತೆಯನ್ನು ತೋರಿಸುತ್ತದೆ. ನಾವು ದೇವರನ್ನು ಪೂಜಿಸುತ್ತೇವೆ, ನದಿಯನ್ನು ತಾಯಿ ಎನ್ನುತ್ತೇವೆ, ಆದರೆ ಅದೇ ನದಿಗೆ ಕಸ ಎಸೆಯುತ್ತೇವೆ. ಇದು ನಮ್ಮ ದ್ವಂದ್ವ ನೀತಿ. ಪ್ರವಾಸಿ ತಾಣಗಳಲ್ಲಿ, ದೇವಾಲಯಗಳ ಆವರಣದಲ್ಲಿ, ರಸ್ತೆ ಬದಿಗಳಲ್ಲಿ ಕಸದ ರಾಶಿ ಕಾಣುತ್ತದೆ. ಸ್ವಚ್ಛತೆ ಸರ್ಕಾರದ ಕೆಲಸ ಮಾತ್ರ ಎಂಬ ಮನೋಭಾವ ಬದಲಾಗಬೇಕು. ವಿದೇಶಗಳಿಗೆ ಹೋದಾಗ ಅಲ್ಲಿನ ನಿಯಮ ಪಾಲಿಸುವ ನಾವು ನಮ್ಮ ದೇಶದಲ್ಲೇಕೆ ಪಾಲಿಸುವುದಿಲ್ಲ? ಸಾರ್ವಜನಿಕ ಶೌಚಾಲಯಗಳ ಸ್ಥಿತಿ, ರೈಲು ನಿಲ್ದಾಣಗಳ ಅವ್ಯವಸ್ಥೆ, ಉಗುಳುವ ಅಭ್ಯಾಸ — ಇವೆಲ್ಲ ನಮ್ಮ ನಾಗರಿಕ ಪ್ರಜ್ಞೆಯ ಕನ್ನಡಿ. ಸಂಸ್ಕೃತಿಯ ಬಗ್ಗೆ ಹೆಮ್ಮೆ ಪಡುವ ಮೊದಲು ನಮ್ಮ ನಡವಳಿಕೆಯನ್ನು ತಿದ್ದಿಕೊಳ್ಳಬೇಕು. ಮಕ್ಕಳಿಗೆ ಮನೆಯಿಂದಲೇ ಶಿಸ್ತು ಕಲಿಸಬೇಕು. ಕಾನೂನು ಕಠಿಣವಾದರೂ ಮನಸ್ಥಿತಿ ಬದಲಾಗದೆ ಪ್ರಯೋಜನವಿಲ್ಲ. ನಮ್ಮ ಬುದ್ಧಿಯ ಬಗ್ಗೆ ನಿಜಕ್ಕೂ ನಾಚಿಕೆಯಾಗಬೇಕು. xyxy=(720,181,935,224)
editorial-emblem-icon xyxy=(30,103,52,133)
chhava-body-2b: ತ್ರ ಸದಾಭಿಮಾನಿ ಹಿಂದೂ ಸಾಮ್ರಾಜ್ಯದ ಸಂಸ್ಥಾಪಕ ಛತ್ರಪತಿ ಶಿವಾಜಿ ಮಹಾರಾಜರ ಪುತ್ರ ಸಂಭಾಜಿ ಮಹಾರಾಜರ ಜೀವನಾಧಾರಿತ ಚಲನಚಿತ್ರ ಛಾವಾ ದೇಶಾದ್ಯಂತ ಸಂಚಲನ ಮೂಡಿಸಿದೆ. ಔರಂಗಜೇಬನ ಕ್ರೂರ ಚಿತ್ರಹಿಂಸೆಗೆ ಒಳಗಾದರೂ ಧರ್ಮವನ್ನು ತ್ಯಜಿಸದ ವೀರನ ಕಥೆ ಇದು. ಕ್ರಿ.ಶ. 1689ರ ಫೆಬ್ರವರಿಯಲ್ಲಿ ಸಂಗಮೇಶ್ವರದಲ್ಲಿ ಸೆರೆಸಿಕ್ಕ ಸಂಭಾಜಿಯನ್ನು ತುಳಾಪುರಕ್ಕೆ ಕರೆದೊಯ್ಯಲಾಯಿತು. ಮತಾಂತರವಾದರೆ ಪ್ರಾಣ ಉಳಿಸುವುದಾಗಿ ಆಮಿಷ ಒಡ್ಡಲಾಯಿತು. ಆದರೆ ಸಂಭಾಜಿ ಮಹಾರಾಜರು ದೃಢವಾಗಿ ನಿರಾಕರಿಸಿದರು. ಅವರ ಕಣ್ಣುಗಳನ್ನು ಕೀಳಲಾಯಿತು, ನಾಲಿಗೆ ಕತ್ತರಿಸಲಾಯಿತು, ಚರ್ಮ ಸುಲಿಯಲಾಯಿತು. ನಲವತ್ತು ದಿನಗಳ ಕಾಲ ನಿರಂತರ ಚಿತ್ರಹಿಂಸೆ ನೀಡಿದರೂ ಅವರು ಶರಣಾಗಲಿಲ್ಲ. ಮಾರ್ಚ್ 11, 1689ರಂದು ಅವರ ದೇಹವನ್ನು ತುಂಡರಿಸಲಾಯಿತು. ಆದರೆ ಅವರ ತ್ಯಾಗ ಮರಾಠಾ ಸಾಮ್ರಾಜ್ಯಕ್ಕೆ ಹೊಸ ಚೈತನ್ಯ ನೀಡಿತು. ಮುಂದಿನ ಇಪ್ಪತ್ತೇಳು ವರ್ಷಗಳ ಕಾಲ ಮರಾಠರು ಮೊಘಲರ ವಿರುದ್ಧ ಹೋರಾಡಿದರು. ಔರಂಗಜೇಬ ದಕ್ಷಿಣದಲ್ಲೇ ಕೊನೆಯುಸಿರೆಳೆದ. ಸಂಭಾಜಿ ಮಹಾರಾಜರು ಸಂಸ್ಕೃತ ಪಂಡಿತರೂ ಆಗಿದ್ದರು, ಬುಧಭೂಷಣಂ ಎಂಬ ಗ್ರಂಥ ರಚಿಸಿದ್ದರು. ಒಂಬತ್ತು ವರ್ಷಗಳ ಆಳ್ವಿಕೆಯಲ್ಲಿ ನೂರಾರು ಯುದ್ಧಗಳಲ್ಲಿ ಒಂದನ್ನೂ ಸೋಲಲಿಲ್ಲ. ಇಂತಹ ಧರ್ಮವೀರನ ಜೀವನ ಇಂದಿನ ಪೀಳಿಗೆಗೆ ಸ್ಫೂರ್ತಿಯಾಗಲಿ. ಇತಿಹಾಸದ ಪುಟಗಳಲ್ಲಿ ಮರೆಯಾಗಿದ್ದ ಈ ಅಧ್ಯಾಯವನ್ನು ಚಲನಚಿತ್ರ ಮತ್ತೆ ಜನಮನಕ್ಕೆ ತಲುಪಿಸಿದೆ. xyxy=(510,688,710,749)
left-body-top xyxy=(22,627,274,803)
lead-body-text-1: ತ್ರಿವೇಣಿ ಸಂಗಮದಲ್ಲಿ ನಡೆದ ಮಹಾಕುಂಭ ಮೇಳದ ಬಗ್ಗೆ ದೇಶವಿದೇಶಗಳಲ್ಲಿ ಚರ್ಚೆ ನಡೆಯುತ್ತಿದೆ. ಕೋಟ್ಯಂತರ ಜನರು ಪುಣ್ಯಸ್ನಾನ ಮಾಡಿ ಹಿಂದಿರುಗಿದರು. ಆದರೆ ಅಲ್ಲಿ ಉಳಿದ ಪ್ಲಾಸ್ಟಿಕ್ ಕಸ, ನದಿ ತೀರದ ಮಾಲಿನ್ಯ ನಮ್ಮ ಸಾಮೂಹಿಕ ಜವಾಬ್ದಾರಿಯ ಕೊರತೆಯನ್ನು ತೋರಿಸುತ್ತದೆ. ನಾವು ದೇವರನ್ನು ಪೂಜಿಸುತ್ತೇವೆ, ನದಿಯನ್ನು ತಾಯಿ ಎನ್ನುತ್ತೇವೆ, ಆದರೆ ಅದೇ ನದಿಗೆ ಕಸ ಎಸೆಯುತ್ತೇವೆ. ಇದು ನಮ್ಮ ದ್ವಂದ್ವ ನೀತಿ. ಪ್ರವಾಸಿ ತಾಣಗಳಲ್ಲಿ, ದೇವಾಲಯಗಳ ಆವರಣದಲ್ಲಿ, ರಸ್ತೆ ಬದಿಗಳಲ್ಲಿ ಕಸದ ರಾಶಿ ಕಾಣುತ್ತದೆ. ಸ್ವಚ್ಛತೆ ಸರ್ಕಾರದ ಕೆಲಸ ಮಾತ್ರ ಎಂಬ ಮನೋಭಾವ ಬದಲಾಗಬೇಕು. ವಿದೇಶಗಳಿಗೆ ಹೋದಾಗ ಅಲ್ಲಿನ ನಿಯಮ ಪಾಲಿಸುವ ನಾವು ನಮ್ಮ ದೇಶದಲ್ಲೇಕೆ ಪಾಲಿಸುವುದಿಲ್ಲ? ಸಾರ್ವಜನಿಕ ಶೌಚಾಲಯಗಳ ಸ್ಥಿತಿ, ರೈಲು ನಿಲ್ದಾಣಗಳ ಅವ್ಯವಸ್ಥೆ, ಉಗುಳುವ ಅಭ್ಯಾಸ — ಇವೆಲ್ಲ ನಮ್ಮ ನಾಗರಿಕ ಪ್ರಜ್ಞೆಯ ಕನ್ನಡಿ. ಸಂಸ್ಕೃತಿಯ ಬಗ್ಗೆ ಹೆಮ್ಮೆ ಪಡುವ ಮೊದಲು ನಮ್ಮ ನಡವಳಿಕೆಯನ್ನು ತಿದ್ದಿಕೊಳ್ಳಬೇಕು. ಮಕ್ಕಳಿಗೆ ಮನೆಯಿಂದಲೇ ಶಿಸ್ತು ಕಲಿಸಬೇಕು. ಕಾನೂನು ಕಠಿಣವಾದರೂ ಮನಸ್ಥಿತಿ ಬದಲಾಗದೆ ಪ್ರಯೋಜನವಿಲ್ಲ. ನಮ್ಮ ಬುದ್ಧಿಯ ಬಗ್ಗೆ ನಿಜಕ್ಕೂ ನಾಚಿಕೆಯಾಗಬೇಕು. xyxy=(284,138,494,187)
lead-body-col1 xyxy=(284,138,494,558)
bottom-col2 xyxy=(212,1216,332,1436)
columnist-name: ವಿನಾಯಕ ಭಟ್ಟ ಮೂರೂರು xyxy=(524,172,582,180)
chhava-body-3: ತ್ರ ಸದಾಭಿಮಾನಿ ಹಿಂದೂ ಸಾಮ್ರಾಜ್ಯದ ಸಂಸ್ಥಾಪಕ ಛತ್ರಪತಿ ಶಿವಾಜಿ ಮಹಾರಾಜರ ಪುತ್ರ ಸಂಭಾಜಿ ಮಹಾರಾಜರ ಜೀವನಾಧಾರಿತ ಚಲನಚಿತ್ರ ಛಾವಾ ದೇಶಾದ್ಯಂತ ಸಂಚಲನ ಮೂಡಿಸಿದೆ. ಔರಂಗಜೇಬನ ಕ್ರೂರ ಚಿತ್ರಹಿಂಸೆಗೆ ಒಳಗಾದರೂ ಧರ್ಮವನ್ನು ತ್ಯಜಿಸದ ವೀರನ ಕಥೆ ಇದು. ಕ್ರಿ.ಶ. 1689ರ ಫೆಬ್ರವರಿಯಲ್ಲಿ ಸಂಗಮೇಶ್ವರದಲ್ಲಿ ಸೆರೆಸಿಕ್ಕ ಸಂಭಾಜಿಯನ್ನು ತುಳಾಪುರಕ್ಕೆ ಕರೆದೊಯ್ಯಲಾಯಿತು. ಮತಾಂತರವಾದರೆ ಪ್ರಾಣ ಉಳಿಸುವುದಾಗಿ ಆಮಿಷ ಒಡ್ಡಲಾಯಿತು. ಆದರೆ ಸಂಭಾಜಿ ಮಹಾರಾಜರು ದೃಢವಾಗಿ ನಿರಾಕರಿಸಿದರು. ಅವರ ಕಣ್ಣುಗಳನ್ನು ಕೀಳಲಾಯಿತು, ನಾಲಿಗೆ ಕತ್ತರಿಸಲಾಯಿತು, ಚರ್ಮ ಸುಲಿಯಲಾಯಿತು. ನಲವತ್ತು ದಿನಗಳ ಕಾಲ ನಿರಂತರ ಚಿತ್ರಹಿಂಸೆ ನೀಡಿದರೂ ಅವರು ಶರಣಾಗಲಿಲ್ಲ. ಮಾರ್ಚ್ 11, 1689ರಂದು ಅವರ ದೇಹವನ್ನು ತುಂಡರಿಸಲಾಯಿತು. ಆದರೆ ಅವರ ತ್ಯಾಗ ಮರಾಠಾ ಸಾಮ್ರಾಜ್ಯಕ್ಕೆ ಹೊಸ ಚೈತನ್ಯ ನೀಡಿತು. ಮುಂದಿನ ಇಪ್ಪತ್ತೇಳು ವರ್ಷಗಳ ಕಾಲ ಮರಾಠರು ಮೊಘಲರ ವಿರುದ್ಧ ಹೋರಾಡಿದರು. ಔರಂಗಜೇಬ ದಕ್ಷಿಣದಲ್ಲೇ ಕೊನೆಯುಸಿರೆಳೆದ. ಸಂಭಾಜಿ ಮಹಾರಾಜರು ಸಂಸ್ಕೃತ ಪಂಡಿತರೂ ಆಗಿದ್ದರು, ಬುಧಭೂಷಣಂ ಎಂಬ ಗ್ರಂಥ ರಚಿಸಿದ್ದರು. ಒಂಬತ್ತು ವರ್ಷಗಳ ಆಳ್ವಿಕೆಯಲ್ಲಿ ನೂರಾರು ಯುದ್ಧಗಳಲ್ಲಿ ಒಂದನ್ನೂ ಸೋಲಲಿಲ್ಲ. ಇಂತಹ ಧರ್ಮವೀರನ ಜೀವನ ಇಂದಿನ ಪೀಳಿಗೆಗೆ ಸ್ಫೂರ್ತಿಯಾಗಲಿ. ಇತಿಹಾಸದ ಪುಟಗಳಲ್ಲಿ ಮರೆಯಾಗಿದ್ದ ಈ ಅಧ್ಯಾಯವನ್ನು ಚಲನಚಿತ್ರ ಮತ್ತೆ ಜನಮನಕ್ಕೆ ತಲುಪಿಸಿದೆ. xyxy=(720,615,935,670)
bottom-byline xyxy=(22,1216,202,1225)
lead-dropcap: ತ್ರಿ xyxy=(284,138,299,165)
page-number: 6 xyxy=(158,63,169,81)
bottom-body-5: ಹಿಂದೆ ಅಜ್ಜಿ ಅಜ್ಜಂದಿರು ಮೊಮ್ಮಕ್ಕಳಿಗೆ ರಾತ್ರಿ ಮಲಗುವ ಮುನ್ನ ಕತೆ ಹೇಳುವುದು ಸಾಮಾನ್ಯವಾಗಿತ್ತು. ಪಂಚತಂತ್ರ, ರಾಮಾಯಣ, ಮಹಾಭಾರತ, ಜಾನಪದ ಕತೆಗಳು ಮಕ್ಕಳ ಕಲ್ಪನಾಶಕ್ತಿಯನ್ನು ಬೆಳೆಸುತ್ತಿದ್ದವು. ಇಂದು ಅವಿಭಕ್ತ ಕುಟುಂಬಗಳು ಕಡಿಮೆಯಾಗಿವೆ, ಪೋಷಕರು ಉದ್ಯೋಗದಲ್ಲಿ ನಿರತರಾಗಿದ್ದಾರೆ. ಮಕ್ಕಳ ಕೈಯಲ್ಲಿ ಮೊಬೈಲ್ ಬಂದಿದೆ. ಕಾರ್ಟೂನ್ ಮತ್ತು ವಿಡಿಯೋ ಗೇಮ್ ಗಳು ಕತೆಯ ಸ್ಥಾನವನ್ನು ಆಕ್ರಮಿಸಿವೆ. ಕತೆ ಕೇಳುವುದರಿಂದ ಮಕ್ಕಳಲ್ಲಿ ಭಾಷಾ ಜ್ಞಾನ, ಏಕಾಗ್ರತೆ, ನೈತಿಕ ಮೌಲ್ಯಗಳು ಬೆಳೆಯುತ್ತವೆ. ಪೋಷಕರು ಮತ್ತು ಮಕ್ಕಳ ನಡುವಿನ ಬಾಂಧವ್ಯ ಗಟ್ಟಿಯಾಗುತ್ತದೆ. ಶಾಲೆಗಳಲ್ಲಿಯೂ ಕತೆ ಹೇಳುವ ಅವಧಿ ಇರಬೇಕು. ದಿನಕ್ಕೆ ಕನಿಷ್ಠ ಹತ್ತು ನಿಮಿಷ ಮಕ್ಕಳೊಂದಿಗೆ ಕತೆ ಹಂಚಿಕೊಳ್ಳುವ ಅಭ್ಯಾಸವನ್ನು ಪೋಷಕರು ರೂಢಿಸಿಕೊಳ್ಳಬೇಕು. ಪುಸ್ತಕ ಓದುವ ಹವ್ಯಾಸವೂ ಇದರಿಂದ ಬೆಳೆಯುತ್ತದೆ. ನಮ್ಮ ಪರಂಪರೆಯ ಈ ಅಮೂಲ್ಯ ಪದ್ಧತಿಯನ್ನು ಉಳಿಸಿಕೊಳ್ಳುವುದು ಎಲ್ಲರ ಜವಾಬ್ದಾರಿ. xyxy=(744,1216,934,1259)
bottom-author: ಸುರೇಂದ್ರ ಪೈ, ಭಟ್ಕಳ xyxy=(28,1216,73,1224)
chhava-dropcap: ತ್ರ xyxy=(330,652,344,677)
shloka-author-photo xyxy=(32,882,64,922)
registration-marks-mid2 xyxy=(590,1446,622,1460)
bottom-col3 xyxy=(426,1216,574,1436)
chhava-subhead-3: ಮೊಘಲರ ವಿರುದ್ಧದ ಮಹಾಸಂಗ್ರಾಮ xyxy=(720,672,786,679)
chhava-author: ಗುರುಪ್ರಸಾದ ಭಟ್ ಉಡುಪಿ xyxy=(332,622,385,629)
chhava-author-note: (ನಿವೃತ್ತರು) xyxy=(381,632,403,639)
day-label: ಬುಧವಾರ xyxy=(815,45,844,55)
chhava-body-3b: ತ್ರ ಸದಾಭಿಮಾನಿ ಹಿಂದೂ ಸಾಮ್ರಾಜ್ಯದ ಸಂಸ್ಥಾಪಕ ಛತ್ರಪತಿ ಶಿವಾಜಿ ಮಹಾರಾಜರ ಪುತ್ರ ಸಂಭಾಜಿ ಮಹಾರಾಜರ ಜೀವನಾಧಾರಿತ ಚಲನಚಿತ್ರ ಛಾವಾ ದೇಶಾದ್ಯಂತ ಸಂಚಲನ ಮೂಡಿಸಿದೆ. ಔರಂಗಜೇಬನ ಕ್ರೂರ ಚಿತ್ರಹಿಂಸೆಗೆ ಒಳಗಾದರೂ ಧರ್ಮವನ್ನು ತ್ಯಜಿಸದ ವೀರನ ಕಥೆ ಇದು. ಕ್ರಿ.ಶ. 1689ರ ಫೆಬ್ರವರಿಯಲ್ಲಿ ಸಂಗಮೇಶ್ವರದಲ್ಲಿ ಸೆರೆಸಿಕ್ಕ ಸಂಭಾಜಿಯನ್ನು ತುಳಾಪುರಕ್ಕೆ ಕರೆದೊಯ್ಯಲಾಯಿತು. ಮತಾಂತರವಾದರೆ ಪ್ರಾಣ ಉಳಿಸುವುದಾಗಿ ಆಮಿಷ ಒಡ್ಡಲಾಯಿತು. ಆದರೆ ಸಂಭಾಜಿ ಮಹಾರಾಜರು ದೃಢವಾಗಿ ನಿರಾಕರಿಸಿದರು. ಅವರ ಕಣ್ಣುಗಳನ್ನು ಕೀಳಲಾಯಿತು, ನಾಲಿಗೆ ಕತ್ತರಿಸಲಾಯಿತು, ಚರ್ಮ ಸುಲಿಯಲಾಯಿತು. ನಲವತ್ತು ದಿನಗಳ ಕಾಲ ನಿರಂತರ ಚಿತ್ರಹಿಂಸೆ ನೀಡಿದರೂ ಅವರು ಶರಣಾಗಲಿಲ್ಲ. ಮಾರ್ಚ್ 11, 1689ರಂದು ಅವರ ದೇಹವನ್ನು ತುಂಡರಿಸಲಾಯಿತು. ಆದರೆ ಅವರ ತ್ಯಾಗ ಮರಾಠಾ ಸಾಮ್ರಾಜ್ಯಕ್ಕೆ ಹೊಸ ಚೈತನ್ಯ ನೀಡಿತು. ಮುಂದಿನ ಇಪ್ಪತ್ತೇಳು ವರ್ಷಗಳ ಕಾಲ ಮರಾಠರು ಮೊಘಲರ ವಿರುದ್ಧ ಹೋರಾಡಿದರು. ಔರಂಗಜೇಬ ದಕ್ಷಿಣದಲ್ಲೇ ಕೊನೆಯುಸಿರೆಳೆದ. ಸಂಭಾಜಿ ಮಹಾರಾಜರು ಸಂಸ್ಕೃತ ಪಂಡಿತರೂ ಆಗಿದ್ದರು, ಬುಧಭೂಷಣಂ ಎಂಬ ಗ್ರಂಥ ರಚಿಸಿದ್ದರು. ಒಂಬತ್ತು ವರ್ಷಗಳ ಆಳ್ವಿಕೆಯಲ್ಲಿ ನೂರಾರು ಯುದ್ಧಗಳಲ್ಲಿ ಒಂದನ್ನೂ ಸೋಲಲಿಲ್ಲ. ಇಂತಹ ಧರ್ಮವೀರನ ಜೀವನ ಇಂದಿನ ಪೀಳಿಗೆಗೆ ಸ್ಫೂರ್ತಿಯಾಗಲಿ. ಇತಿಹಾಸದ ಪುಟಗಳಲ್ಲಿ ಮರೆಯಾಗಿದ್ದ ಈ ಅಧ್ಯಾಯವನ್ನು ಚಲನಚಿತ್ರ ಮತ್ತೆ ಜನಮನಕ್ಕೆ ತಲುಪಿಸಿದೆ. xyxy=(720,681,935,737)
editorial-box xyxy=(22,95,271,595)
